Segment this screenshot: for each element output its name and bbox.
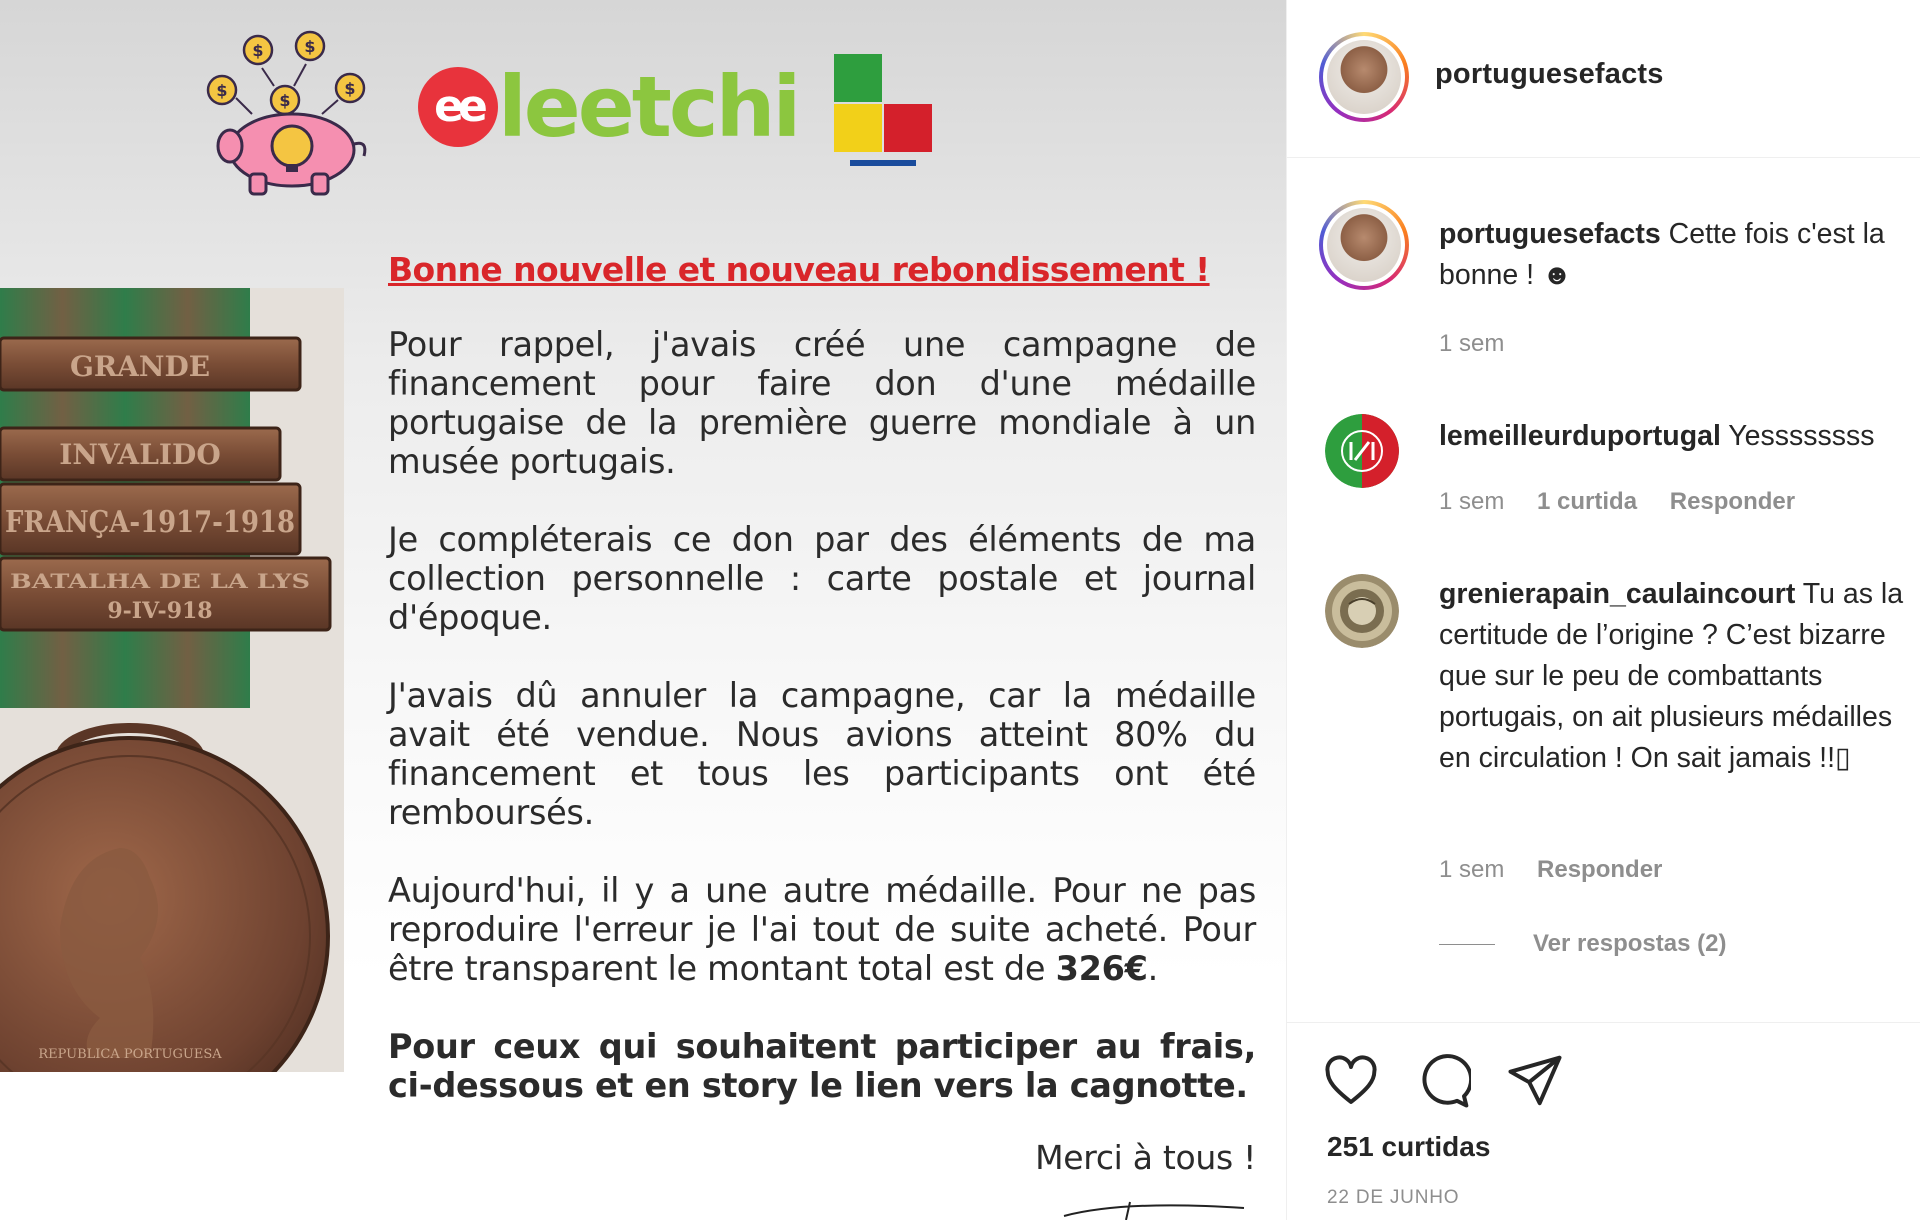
post-header xyxy=(1287,0,1920,158)
medal-bar-4-text: BATALHA DE LA LYS xyxy=(10,569,310,593)
comment-icon[interactable] xyxy=(1415,1053,1471,1109)
share-icon[interactable] xyxy=(1507,1053,1563,1109)
action-icons xyxy=(1323,1053,1563,1109)
comment-2-text xyxy=(1439,574,1920,779)
post-text-block xyxy=(388,250,1256,1177)
post-amount: 326€ xyxy=(1055,949,1148,988)
view-replies-button[interactable] xyxy=(1439,930,1726,958)
leetchi-logo-word: leetchi xyxy=(498,58,799,156)
piggy-bank-icon xyxy=(200,28,375,198)
post-sidebar xyxy=(1286,0,1920,1220)
comment-2-avatar[interactable] xyxy=(1325,574,1399,648)
caption-body: Cette fois c'est la bonne ! ☻ xyxy=(1439,218,1885,291)
leetchi-logo xyxy=(418,58,799,156)
svg-text:$: $ xyxy=(252,41,264,60)
comment-2-username[interactable]: grenierapain_caulaincourt xyxy=(1439,578,1796,610)
caption-avatar[interactable] xyxy=(1319,200,1409,290)
post-headline: Bonne nouvelle et nouveau rebondissement ! xyxy=(388,250,1210,289)
post-paragraph-3: J'avais dû annuler la campagne, car la médaille avait été vendue. Nous avions atteint 80% du financement et tous les participants ont été remboursés. xyxy=(388,676,1256,832)
post-paragraph-2: Je compléterais ce don par des éléments de ma collection personnelle : carte postale et journal d'époque. xyxy=(388,520,1256,637)
thanks-underline xyxy=(1060,1196,1260,1220)
heart-icon[interactable] xyxy=(1323,1053,1379,1109)
comment-1-text xyxy=(1439,416,1920,457)
post-paragraph-4-end: . xyxy=(1147,949,1158,988)
post-paragraph-5: Pour ceux qui souhaitent participer au frais, ci-dessous et en story le lien vers la cagnotte. xyxy=(388,1027,1256,1105)
caption-username[interactable]: portuguesefacts xyxy=(1439,218,1661,250)
caption-meta xyxy=(1439,330,1530,358)
header-username[interactable]: portuguesefacts xyxy=(1435,58,1664,90)
leetchi-logo-bubble: ee xyxy=(418,67,498,147)
svg-text:$: $ xyxy=(304,37,316,56)
post-paragraph-1: Pour rappel, j'avais créé une campagne de financement pour faire don d'une médaille portugaise de la première guerre mondiale à un musée portugais. xyxy=(388,325,1256,481)
post-date[interactable]: 22 DE JUNHO xyxy=(1327,1187,1460,1208)
comment-1-time[interactable]: 1 sem xyxy=(1439,488,1505,515)
medal-inscription: REPUBLICA PORTUGUESA xyxy=(38,1047,222,1062)
comment-1-likes[interactable]: 1 curtida xyxy=(1537,488,1638,515)
svg-text:$: $ xyxy=(279,91,291,110)
medal-photo xyxy=(0,288,344,1072)
comment-1-meta xyxy=(1439,488,1821,516)
post-actions xyxy=(1287,1022,1920,1220)
view-replies-label: Ver respostas (2) xyxy=(1533,930,1727,957)
view-replies-line xyxy=(1439,944,1495,945)
comment-1-body: Yessssssss xyxy=(1720,420,1875,452)
svg-text:$: $ xyxy=(344,79,356,98)
caption-text xyxy=(1439,214,1920,296)
comment-1-username[interactable]: lemeilleurduportugal xyxy=(1439,420,1721,452)
medal-bar-5-text: 9-IV-918 xyxy=(107,598,213,624)
medal-bar-1-text: GRANDE xyxy=(69,350,211,383)
header-avatar[interactable] xyxy=(1319,32,1409,122)
medal-bar-3-text: FRANÇA-1917-1918 xyxy=(5,505,295,540)
comment-1-reply-button[interactable]: Responder xyxy=(1669,488,1796,515)
post-thanks: Merci à tous ! xyxy=(1035,1138,1256,1177)
medal-bar-2-text: INVALIDO xyxy=(59,438,221,471)
comment-2-body: Tu as la certitude de l’origine ? C’est bizarre que sur le peu de combattants portugais, on ait plusieurs médailles en circulation ! On sait jamais !!▯ xyxy=(1439,578,1904,774)
comment-2-reply-button[interactable]: Responder xyxy=(1537,856,1663,883)
caption-time[interactable]: 1 sem xyxy=(1439,330,1505,357)
post-paragraph-4-start: Aujourd'hui, il y a une autre médaille. Pour ne pas reproduire l'erreur je l'ai tout de suite acheté. Pour être transparent le montant total est de xyxy=(388,871,1256,988)
comment-1-avatar[interactable] xyxy=(1325,414,1399,488)
svg-text:$: $ xyxy=(216,81,228,100)
comment-2-time[interactable]: 1 sem xyxy=(1439,856,1505,883)
comment-2-meta xyxy=(1439,856,1688,884)
post-paragraph-4 xyxy=(388,871,1256,988)
squares-logo xyxy=(832,54,934,172)
likes-count[interactable]: 251 curtidas xyxy=(1327,1131,1491,1162)
